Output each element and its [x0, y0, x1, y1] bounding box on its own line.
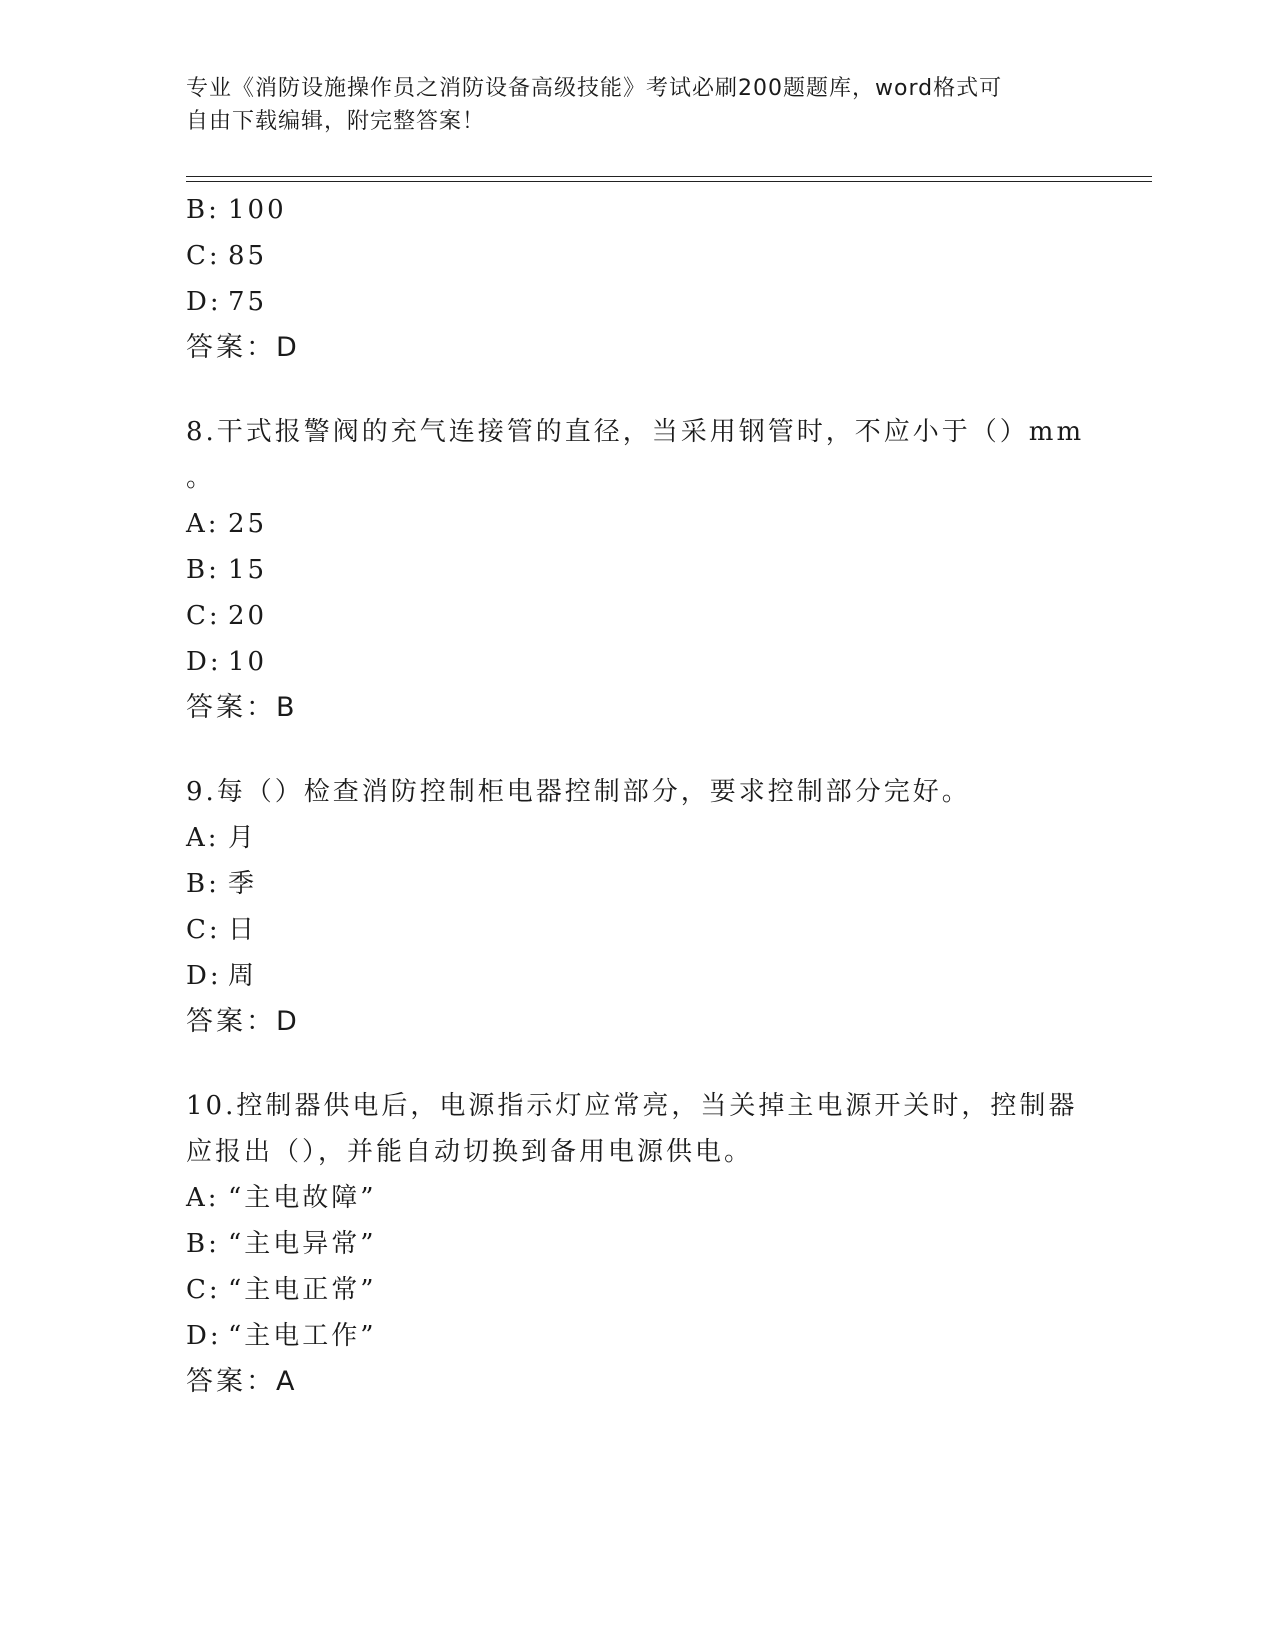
option-b	[186, 861, 1086, 907]
document-body	[186, 187, 1086, 1405]
question-stem: 9.每（）检查消防控制柜电器控制部分，要求控制部分完好。	[186, 777, 971, 807]
option-a	[186, 501, 1086, 547]
option-label: B:	[186, 195, 220, 225]
option-label: A:	[186, 509, 220, 539]
question-stem: 8.干式报警阀的充气连接管的直径，当采用钢管时，不应小于（）mm	[186, 417, 1085, 447]
option-c	[186, 1267, 1086, 1313]
option-d	[186, 953, 1086, 999]
option-text: 月	[228, 823, 258, 853]
option-text: 20	[228, 601, 268, 631]
question-stem-continued: 应报出（），并能自动切换到备用电源供电。	[186, 1137, 754, 1167]
option-text: 100	[228, 195, 287, 225]
answer-line: 答案：D	[186, 1006, 300, 1037]
option-text: 周	[228, 961, 258, 991]
page-header	[186, 72, 1066, 138]
option-text: “主电正常”	[228, 1275, 377, 1305]
option-d	[186, 639, 1086, 685]
option-text: 25	[228, 509, 268, 539]
option-d	[186, 279, 1086, 325]
header-line-2: 自由下载编辑，附完整答案！	[186, 109, 486, 134]
answer-line: 答案：D	[186, 332, 300, 363]
option-a	[186, 815, 1086, 861]
option-label: D:	[186, 647, 222, 677]
option-c	[186, 233, 1086, 279]
question-10	[186, 1083, 1086, 1405]
option-label: D:	[186, 961, 222, 991]
option-text: “主电工作”	[228, 1321, 377, 1351]
option-label: C:	[186, 601, 221, 631]
header-line-1: 专业《消防设施操作员之消防设备高级技能》考试必刷200题题库，word格式可	[186, 76, 1003, 101]
header-divider	[186, 176, 1152, 177]
option-text: 季	[228, 869, 258, 899]
option-text: 85	[228, 241, 268, 271]
question-stem: 10.控制器供电后，电源指示灯应常亮，当关掉主电源开关时，控制器	[186, 1091, 1078, 1121]
option-label: B:	[186, 869, 220, 899]
question-9	[186, 769, 1086, 1045]
option-label: D:	[186, 287, 222, 317]
option-label: C:	[186, 1275, 221, 1305]
option-b	[186, 187, 1086, 233]
answer-line: 答案：A	[186, 1366, 298, 1397]
option-b	[186, 1221, 1086, 1267]
answer-line: 答案：B	[186, 692, 298, 723]
option-label: B:	[186, 1229, 220, 1259]
option-text: “主电故障”	[228, 1183, 377, 1213]
option-b	[186, 547, 1086, 593]
option-text: 日	[228, 915, 258, 945]
question-stem-continued: 。	[186, 463, 216, 493]
option-label: D:	[186, 1321, 222, 1351]
option-label: A:	[186, 823, 220, 853]
option-label: C:	[186, 915, 221, 945]
option-c	[186, 593, 1086, 639]
option-text: 10	[228, 647, 268, 677]
question-8	[186, 409, 1086, 731]
option-a	[186, 1175, 1086, 1221]
option-label: A:	[186, 1183, 220, 1213]
option-d	[186, 1313, 1086, 1359]
option-text: 15	[228, 555, 268, 585]
option-text: 75	[228, 287, 268, 317]
option-label: C:	[186, 241, 221, 271]
option-text: “主电异常”	[228, 1229, 377, 1259]
header-divider-secondary	[186, 181, 1152, 182]
question-7-continued	[186, 187, 1086, 371]
option-c	[186, 907, 1086, 953]
option-label: B:	[186, 555, 220, 585]
